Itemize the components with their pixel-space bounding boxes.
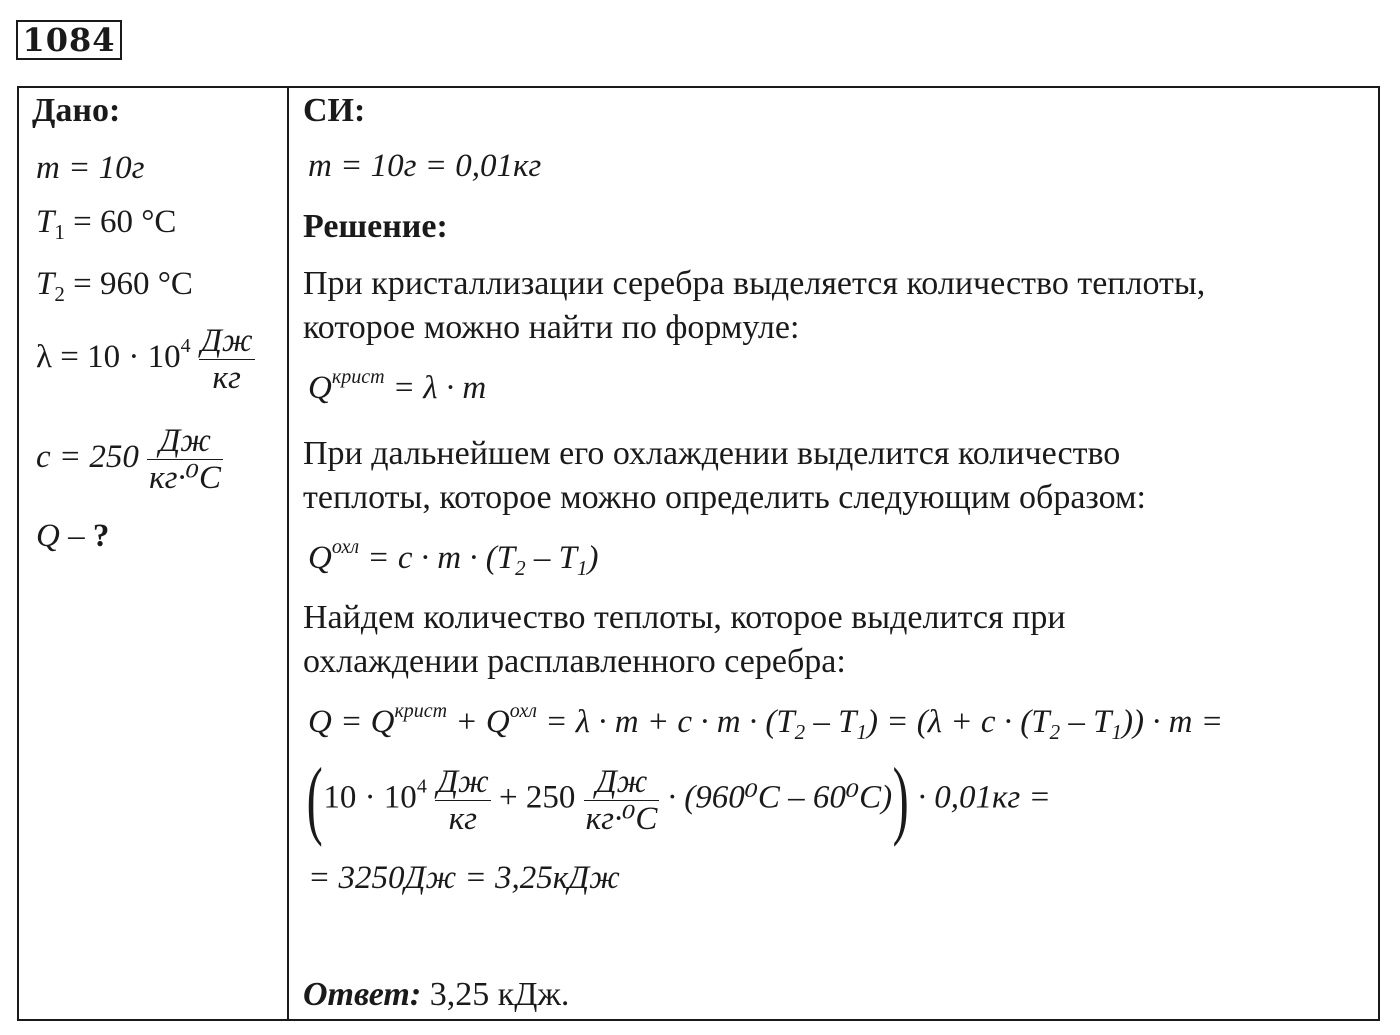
given-t2: $T_2 = 960$ °C	[36, 266, 193, 306]
formula-crystallization: $Q^{крист} = \lambda \cdot m$	[308, 366, 487, 406]
given-lambda: $\lambda = 10 \cdot 10^4$ $\frac{Дж}{кг}$	[36, 323, 253, 396]
given-specific-heat: c = 250 $\frac{Дж}{\text{кг·⁰C}}$	[36, 423, 221, 496]
problem-number: 1084	[16, 20, 122, 60]
given-t1: $T_1 = 60$ °C	[36, 204, 177, 244]
formula-cooling: $Q^{охл} = c \cdot m \cdot (T_2 - T_1)$	[308, 536, 599, 580]
paragraph-2: При дальнейшем его охлаждении выделится количество теплоты, которое можно определить следующим образом:	[303, 435, 1146, 516]
formula-substitution: ($10 \cdot 10^4$ $\frac{Дж}{кг}$ + 250 $\frac{Дж}{\text{кг·⁰C}}$ · (960⁰C – 60⁰C)) · 0,01кг =	[306, 751, 1051, 848]
column-divider	[287, 86, 289, 1021]
solution-table	[17, 86, 1380, 1021]
given-mass: m = 10г	[36, 150, 145, 186]
given-header: Дано:	[32, 92, 121, 129]
si-mass: m = 10г = 0,01кг	[308, 148, 542, 184]
given-unknown: Q – ?	[36, 518, 110, 554]
answer: Ответ: 3,25 кДж.	[303, 976, 570, 1013]
paragraph-3: Найдем количество теплоты, которое выделится при охлаждении расплавленного серебра:	[303, 599, 1066, 680]
si-header: СИ:	[303, 92, 366, 129]
solution-header: Решение:	[303, 208, 448, 245]
formula-result: = 3250Дж = 3,25кДж	[308, 860, 620, 896]
paragraph-1: При кристаллизации серебра выделяется количество теплоты, которое можно найти по формуле:	[303, 265, 1206, 346]
formula-total: $Q = Q^{крист} + Q^{охл} = \lambda \cdot m + c \cdot m \cdot (T_2 - T_1) = (\lambda + c \cdot (T_2 - T_1)) \cdot m$ =	[308, 700, 1224, 744]
